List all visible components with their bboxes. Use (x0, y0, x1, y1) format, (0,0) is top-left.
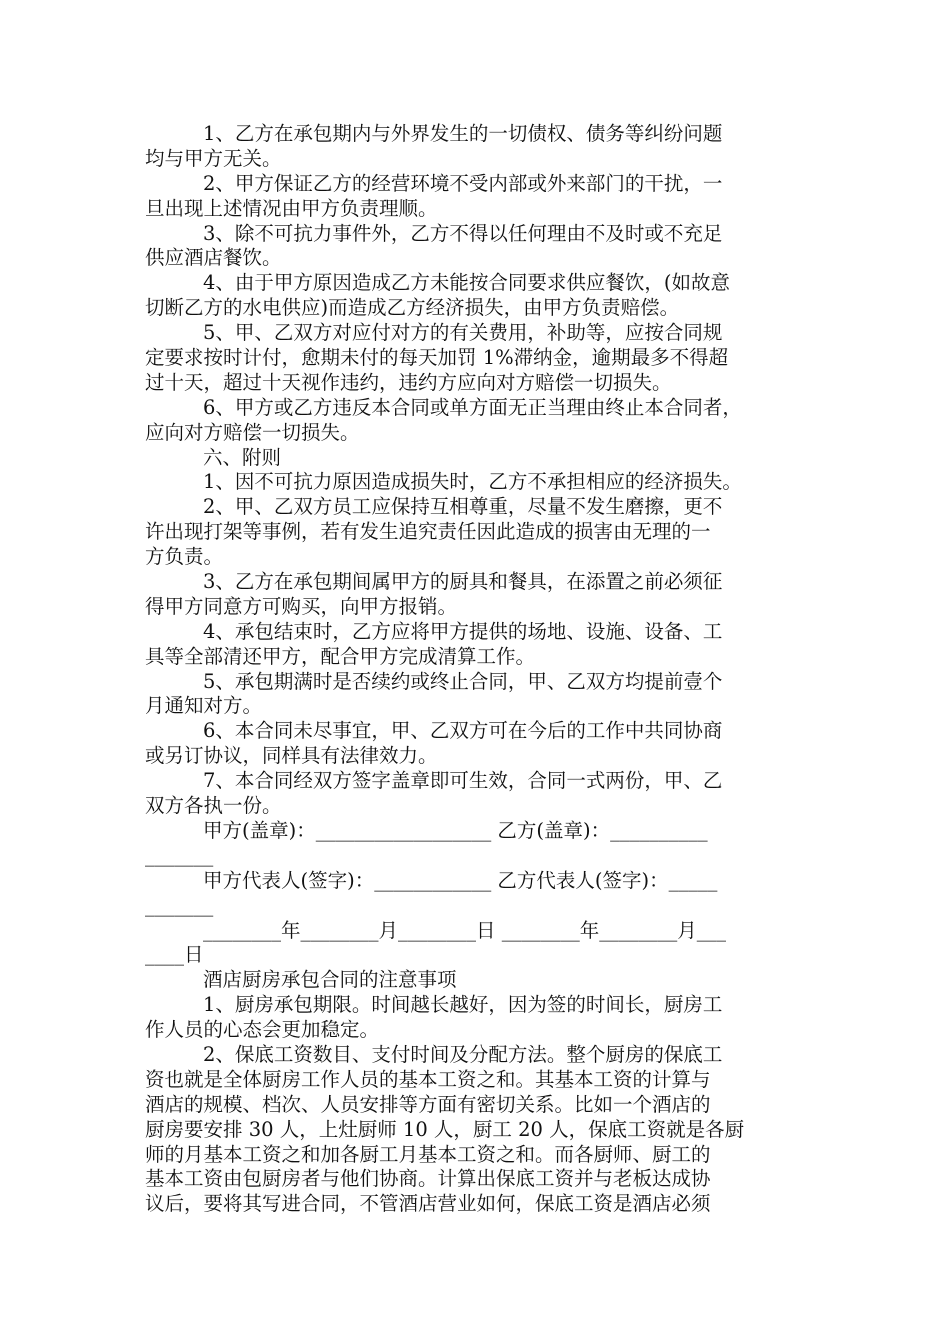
text-line: 供应酒店餐饮。 (145, 246, 282, 270)
text-line: 4、承包结束时，乙方应将甲方提供的场地、设施、设备、工 (203, 619, 723, 643)
text-line: 过十天，超过十天视作违约，违约方应向对方赔偿一切损失。 (145, 370, 672, 394)
text-line: 2、甲方保证乙方的经营环境不受内部或外来部门的干扰，一 (203, 171, 723, 195)
text-line: 具等全部清还甲方，配合甲方完成清算工作。 (145, 644, 536, 668)
text-line: 甲方代表人(签字)：____________ 乙方代表人(签字)：_____ (203, 868, 718, 892)
text-line: 师的月基本工资之和加各厨工月基本工资之和。而各厨师、厨工的 (145, 1142, 711, 1166)
text-line: 双方各执一份。 (145, 794, 282, 818)
text-line: 1、厨房承包期限。时间越长越好，因为签的时间长，厨房工 (203, 993, 723, 1017)
text-line: 4、由于甲方原因造成乙方未能按合同要求供应餐饮，(如故意 (203, 271, 731, 295)
text-line: 5、甲、乙双方对应付对方的有关费用，补助等，应按合同规 (203, 321, 723, 345)
text-line: 2、保底工资数目、支付时间及分配方法。整个厨房的保底工 (203, 1042, 723, 1066)
text-line: 资也就是全体厨房工作人员的基本工资之和。其基本工资的计算与 (145, 1067, 711, 1091)
document-body (145, 122, 807, 1217)
text-line: 作人员的心态会更加稳定。 (145, 1018, 380, 1042)
text-line: 旦出现上述情况由甲方负责理顺。 (145, 196, 438, 220)
text-line: 1、因不可抗力原因造成损失时，乙方不承担相应的经济损失。 (203, 470, 742, 494)
text-line: 月通知对方。 (145, 694, 263, 718)
text-line: 定要求按时计付，愈期未付的每天加罚 1%滞纳金，逾期最多不得超 (145, 346, 729, 370)
text-line: 许出现打架等事例，若有发生追究责任因此造成的损害由无理的一 (145, 520, 711, 544)
text-line: 甲方(盖章)：__________________ 乙方(盖章)：__________ (203, 818, 708, 842)
text-line: _______ (145, 843, 214, 867)
text-line: 议后，要将其写进合同，不管酒店营业如何，保底工资是酒店必须 (145, 1192, 711, 1216)
text-line: 2、甲、乙双方员工应保持互相尊重，尽量不发生磨擦，更不 (203, 495, 723, 519)
text-line: 方负责。 (145, 545, 224, 569)
text-line: 应向对方赔偿一切损失。 (145, 420, 360, 444)
text-line: 酒店厨房承包合同的注意事项 (203, 968, 457, 992)
text-line: 1、乙方在承包期内与外界发生的一切债权、债务等纠纷问题 (203, 122, 723, 145)
text-line: 3、除不可抗力事件外，乙方不得以任何理由不及时或不充足 (203, 221, 723, 245)
text-line: 基本工资由包厨房者与他们协商。计算出保底工资并与老板达成协 (145, 1167, 711, 1191)
text-line: 酒店的规模、档次、人员安排等方面有密切关系。比如一个酒店的 (145, 1092, 711, 1116)
text-line: 厨房要安排 30 人，上灶厨师 10 人，厨工 20 人，保底工资就是各厨 (145, 1117, 745, 1141)
text-line: 6、甲方或乙方违反本合同或单方面无正当理由终止本合同者， (203, 395, 742, 419)
text-line: ________年________月________日 ________年________月___ (203, 918, 726, 942)
text-line: ____日 (145, 943, 204, 967)
text-line: 得甲方同意方可购买，向甲方报销。 (145, 594, 458, 618)
text-line: _______ (145, 893, 214, 917)
text-line: 切断乙方的水电供应)而造成乙方经济损失，由甲方负责赔偿。 (145, 296, 680, 320)
text-line: 6、本合同未尽事宜，甲、乙双方可在今后的工作中共同协商 (203, 719, 723, 743)
text-line: 3、乙方在承包期间属甲方的厨具和餐具，在添置之前必须征 (203, 570, 723, 594)
text-line: 六、附则 (203, 445, 282, 469)
text-line: 均与甲方无关。 (145, 146, 282, 170)
text-line: 或另订协议，同样具有法律效力。 (145, 744, 438, 768)
text-line: 5、承包期满时是否续约或终止合同，甲、乙双方均提前壹个 (203, 669, 723, 693)
text-line: 7、本合同经双方签字盖章即可生效，合同一式两份，甲、乙 (203, 769, 723, 793)
